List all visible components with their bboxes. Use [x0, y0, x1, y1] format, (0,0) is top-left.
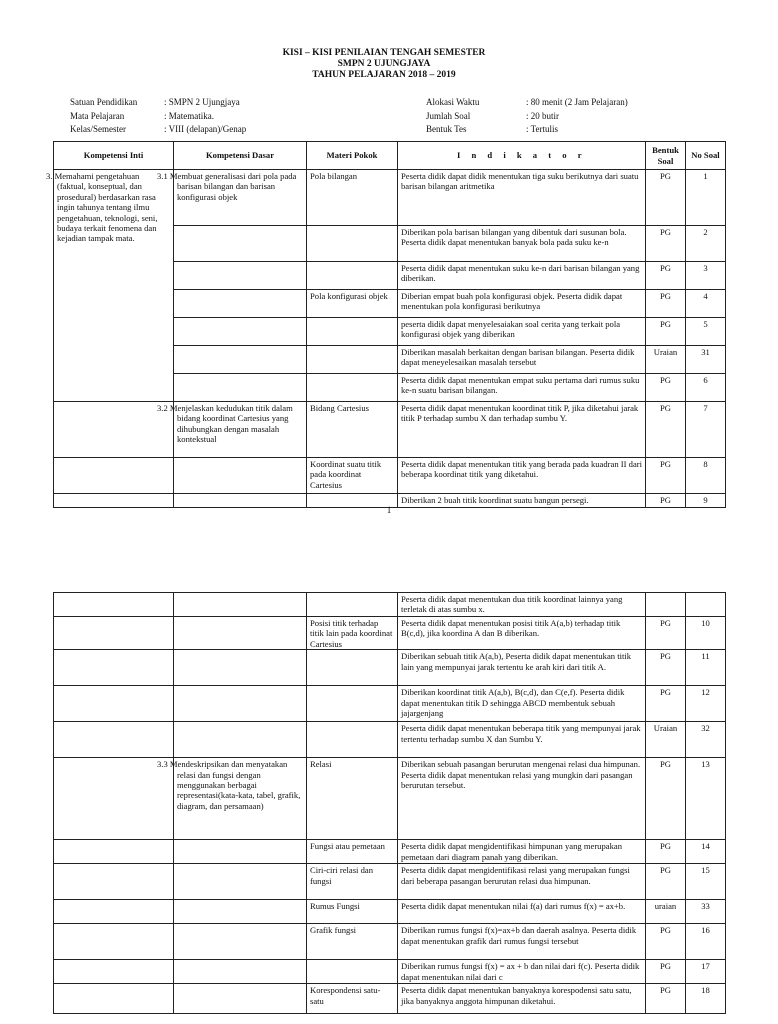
meta-value: : 20 butir: [526, 110, 559, 121]
kompetensi-inti-cell: [54, 984, 174, 1014]
meta-right: [424, 95, 630, 138]
kompetensi-inti-cell: [54, 650, 174, 686]
indikator-cell: Diberikan rumus fungsi f(x) = ax + b dan nilai dari f(c). Peserta didik dapat menentukan nilai dari c: [398, 960, 646, 984]
table-row: [54, 758, 726, 840]
bentuk-soal-cell: PG: [646, 262, 686, 290]
kompetensi-dasar-cell: [174, 226, 307, 262]
meta-label: Alokasi Waktu: [426, 97, 480, 107]
kompetensi-inti-cell: [54, 758, 174, 840]
kompetensi-inti-cell: [54, 402, 174, 458]
indikator-cell: Peserta didik dapat menentukan beberapa titik yang mempunyai jarak tertentu terhadap sumbu X dan Sumbu Y.: [398, 722, 646, 758]
kompetensi-inti-cell: [54, 722, 174, 758]
col-header-materi: Materi Pokok: [307, 142, 398, 170]
bentuk-soal-cell: PG: [646, 960, 686, 984]
materi-pokok-cell: Pola konfigurasi objek: [307, 290, 398, 318]
table-row: [54, 402, 726, 458]
meta-label: Jumlah Soal: [426, 110, 471, 121]
kompetensi-dasar-cell: [174, 346, 307, 374]
bentuk-soal-cell: PG: [646, 686, 686, 722]
materi-pokok-cell: Fungsi atau pemetaan: [307, 840, 398, 864]
materi-pokok-cell: [307, 722, 398, 758]
bentuk-soal-cell: PG: [646, 374, 686, 402]
document-title: [0, 48, 768, 81]
materi-pokok-cell: Relasi: [307, 758, 398, 840]
indikator-cell: Peserta didik dapat mengidentifikasi himpunan yang merupakan pemetaan dari diagram panah yang diberikan.: [398, 840, 646, 864]
kompetensi-dasar-cell: [174, 840, 307, 864]
bentuk-soal-cell: PG: [646, 924, 686, 960]
table-row: [54, 617, 726, 650]
materi-pokok-cell: [307, 346, 398, 374]
kompetensi-dasar-cell: [174, 686, 307, 722]
kompetensi-dasar-cell: [174, 650, 307, 686]
no-soal-cell: 17: [686, 960, 726, 984]
table-row: [54, 722, 726, 758]
no-soal-cell: 2: [686, 226, 726, 262]
col-header-bentuk: Bentuk Soal: [646, 142, 686, 170]
kompetensi-inti-cell: [54, 924, 174, 960]
table-row: [54, 864, 726, 900]
indikator-cell: Peserta didik dapat didik menentukan tiga suku berikutnya dari suatu barisan bilangan aritmetika: [398, 170, 646, 226]
col-header-no: No Soal: [686, 142, 726, 170]
indikator-cell: peserta didik dapat menyelesaiakan soal cerita yang terkait pola konfigurasi objek yang diberikan: [398, 318, 646, 346]
bentuk-soal-cell: Uraian: [646, 346, 686, 374]
materi-pokok-cell: Pola bilangan: [307, 170, 398, 226]
indikator-cell: Peserta didik dapat menentukan koordinat titik P, jika diketahui jarak titik P terhadap sumbu X dan terhadap sumbu Y.: [398, 402, 646, 458]
kompetensi-inti-cell: [54, 900, 174, 924]
table-row: [54, 170, 726, 226]
bentuk-soal-cell: PG: [646, 290, 686, 318]
indikator-cell: Peserta didik dapat menentukan banyaknya korespodensi satu satu, jika banyaknya anggota himpunan diketahui.: [398, 984, 646, 1014]
table-body-page-1: [46, 170, 726, 508]
bentuk-soal-cell: PG: [646, 170, 686, 226]
title-line-2: SMPN 2 UJUNGJAYA: [337, 59, 431, 69]
meta-value: : Tertulis: [526, 124, 558, 134]
materi-pokok-cell: Koordinat suatu titik pada koordinat Cartesius: [307, 458, 398, 494]
table-row: [54, 593, 726, 617]
col-header-indikator: I n d i k a t o r: [398, 142, 646, 170]
no-soal-cell: 6: [686, 374, 726, 402]
no-soal-cell: 7: [686, 402, 726, 458]
no-soal-cell: 16: [686, 924, 726, 960]
bentuk-soal-cell: PG: [646, 758, 686, 840]
kompetensi-inti-cell: [54, 458, 174, 494]
indikator-cell: Peserta didik dapat mengidentifikasi relasi yang merupakan fungsi dari beberapa pasangan berurutan relasi dua himpunan.: [398, 864, 646, 900]
kompetensi-dasar-cell: [174, 617, 307, 650]
materi-pokok-cell: Grafik fungsi: [307, 924, 398, 960]
kompetensi-inti-cell: [54, 840, 174, 864]
kompetensi-dasar-cell: 3.3 Mendeskripsikan dan menyatakan relasi dan fungsi dengan menggunakan berbagai representasi(kata-kata, tabel, grafik, diagram, dan persamaan): [174, 758, 307, 840]
no-soal-cell: 10: [686, 617, 726, 650]
kompetensi-dasar-cell: [174, 262, 307, 290]
bentuk-soal-cell: [646, 593, 686, 617]
bentuk-soal-cell: uraian: [646, 900, 686, 924]
indikator-cell: Peserta didik dapat menentukan dua titik koordinat lainnya yang terletak di atas sumbu x.: [398, 593, 646, 617]
materi-pokok-cell: [307, 960, 398, 984]
indikator-cell: Diberikan pola barisan bilangan yang dibentuk dari susunan bola. Peserta didik dapat menentukan banyak bola pada suku ke-n: [398, 226, 646, 262]
kompetensi-inti-cell: 3. Memahami pengetahuan (faktual, konseptual, dan prosedural) berdasarkan rasa ingin tahunya tentang ilmu pengetahuan, teknologi, seni, budaya terkait fenomena dan kejadian tampak mata.: [54, 170, 174, 402]
kompetensi-dasar-cell: [174, 900, 307, 924]
kompetensi-inti-cell: [54, 593, 174, 617]
indikator-cell: Diberikan rumus fungsi f(x)=ax+b dan daerah asalnya. Peserta didik dapat menentukan grafik dari rumus fungsi tersebut: [398, 924, 646, 960]
kompetensi-dasar-cell: 3.2 Menjelaskan kedudukan titik dalam bidang koordinat Cartesius yang dihubungkan dengan masalah kontekstual: [174, 402, 307, 458]
materi-pokok-cell: Rumus Fungsi: [307, 900, 398, 924]
table-row: [54, 840, 726, 864]
bentuk-soal-cell: PG: [646, 650, 686, 686]
no-soal-cell: 3: [686, 262, 726, 290]
indikator-cell: Diberikan koordinat titik A(a,b), B(c,d), dan C(e,f). Peserta didik dapat menentukan titik D sehingga ABCD membentuk sebuah jajargenjang: [398, 686, 646, 722]
meta-value: : SMPN 2 Ujungjaya: [164, 97, 240, 107]
meta-label: Bentuk Tes: [426, 124, 467, 134]
bentuk-soal-cell: PG: [646, 458, 686, 494]
indikator-cell: Diberikan 2 buah titik koordinat suatu bangun persegi.: [398, 494, 646, 508]
materi-pokok-cell: Posisi titik terhadap titik lain pada koordinat Cartesius: [307, 617, 398, 650]
kompetensi-dasar-cell: [174, 924, 307, 960]
no-soal-cell: 31: [686, 346, 726, 374]
kompetensi-inti-cell: [54, 686, 174, 722]
table-row: [54, 458, 726, 494]
bentuk-soal-cell: PG: [646, 864, 686, 900]
table-row: [54, 984, 726, 1014]
meta-left: [68, 95, 248, 138]
kompetensi-dasar-cell: [174, 458, 307, 494]
meta-label: Mata Pelajaran: [70, 110, 125, 121]
kisi-table-page-1: [46, 141, 726, 508]
title-line-1: KISI – KISI PENILAIAN TENGAH SEMESTER: [282, 48, 486, 58]
table-row: [54, 686, 726, 722]
no-soal-cell: 13: [686, 758, 726, 840]
col-header-kd: Kompetensi Dasar: [174, 142, 307, 170]
kompetensi-dasar-cell: [174, 960, 307, 984]
meta-value: : 80 menit (2 Jam Pelajaran): [526, 97, 628, 107]
no-soal-cell: 1: [686, 170, 726, 226]
kompetensi-inti-cell: [54, 617, 174, 650]
kompetensi-dasar-cell: [174, 593, 307, 617]
no-soal-cell: 33: [686, 900, 726, 924]
bentuk-soal-cell: Uraian: [646, 722, 686, 758]
materi-pokok-cell: [307, 226, 398, 262]
no-soal-cell: 15: [686, 864, 726, 900]
materi-pokok-cell: Ciri-ciri relasi dan fungsi: [307, 864, 398, 900]
no-soal-cell: [686, 593, 726, 617]
materi-pokok-cell: Bidang Cartesius: [307, 402, 398, 458]
title-line-3: TAHUN PELAJARAN 2018 – 2019: [312, 70, 456, 80]
table-row: [54, 900, 726, 924]
materi-pokok-cell: [307, 650, 398, 686]
materi-pokok-cell: [307, 318, 398, 346]
indikator-cell: Peserta didik dapat menentukan empat suku pertama dari rumus suku ke-n suatu barisan bilangan.: [398, 374, 646, 402]
no-soal-cell: 12: [686, 686, 726, 722]
materi-pokok-cell: [307, 686, 398, 722]
meta-value: : VIII (delapan)/Genap: [164, 124, 247, 134]
kompetensi-dasar-cell: [174, 984, 307, 1014]
kompetensi-dasar-cell: [174, 722, 307, 758]
kompetensi-dasar-cell: 3.1 Membuat generalisasi dari pola pada barisan bilangan dan barisan konfigurasi objek: [174, 170, 307, 226]
kompetensi-inti-cell: [54, 864, 174, 900]
kompetensi-dasar-cell: [174, 318, 307, 346]
bentuk-soal-cell: PG: [646, 494, 686, 508]
indikator-cell: Diberian empat buah pola konfigurasi objek. Peserta didik dapat menentukan pola konfigurasi berikutnya: [398, 290, 646, 318]
kompetensi-inti-cell: [54, 960, 174, 984]
materi-pokok-cell: [307, 593, 398, 617]
materi-pokok-cell: [307, 374, 398, 402]
kompetensi-dasar-cell: [174, 374, 307, 402]
meta-value: : Matematika.: [164, 110, 214, 121]
table-body-page-2: [54, 593, 726, 1014]
meta-label: Satuan Pendidikan: [70, 97, 138, 107]
table-row: [54, 924, 726, 960]
table-row: [54, 960, 726, 984]
table-row: [54, 650, 726, 686]
no-soal-cell: 18: [686, 984, 726, 1014]
no-soal-cell: 8: [686, 458, 726, 494]
no-soal-cell: 32: [686, 722, 726, 758]
col-header-ki: Kompetensi Inti: [54, 142, 174, 170]
kompetensi-dasar-cell: [174, 864, 307, 900]
indikator-cell: Peserta didik dapat menentukan nilai f(a) dari rumus f(x) = ax+b.: [398, 900, 646, 924]
bentuk-soal-cell: PG: [646, 617, 686, 650]
indikator-cell: Peserta didik dapat menentukan suku ke-n dari barisan bilangan yang diberikan.: [398, 262, 646, 290]
bentuk-soal-cell: PG: [646, 984, 686, 1014]
indikator-cell: Peserta didik dapat menentukan posisi titik A(a,b) terhadap titik B(c,d), jika koordina A dan B diberikan.: [398, 617, 646, 650]
materi-pokok-cell: Korespondensi satu-satu: [307, 984, 398, 1014]
page-number: 1: [386, 505, 392, 515]
bentuk-soal-cell: PG: [646, 402, 686, 458]
no-soal-cell: 4: [686, 290, 726, 318]
bentuk-soal-cell: PG: [646, 226, 686, 262]
indikator-cell: Diberikan sebuah titik A(a,b), Peserta didik dapat menentukan titik lain yang mempunyai jarak tertentu ke arah kiri dari titik A.: [398, 650, 646, 686]
bentuk-soal-cell: PG: [646, 318, 686, 346]
materi-pokok-cell: [307, 262, 398, 290]
kompetensi-dasar-cell: [174, 290, 307, 318]
indikator-cell: Diberikan masalah berkaitan dengan barisan bilangan. Peserta didik dapat meneyelesaikan masalah tersebut: [398, 346, 646, 374]
no-soal-cell: 14: [686, 840, 726, 864]
meta-label: Kelas/Semester: [70, 124, 126, 134]
indikator-cell: Diberikan sebuah pasangan berurutan mengenai relasi dua himpunan. Peserta didik dapat menentukan relasi yang mungkin dari pasangan berurutan tersebut.: [398, 758, 646, 840]
kisi-table-page-2: [53, 592, 726, 1014]
no-soal-cell: 5: [686, 318, 726, 346]
bentuk-soal-cell: PG: [646, 840, 686, 864]
indikator-cell: Peserta didik dapat menentukan titik yang berada pada kuadran II dari beberapa koordinat titik yang diketahui.: [398, 458, 646, 494]
no-soal-cell: 9: [686, 494, 726, 508]
no-soal-cell: 11: [686, 650, 726, 686]
